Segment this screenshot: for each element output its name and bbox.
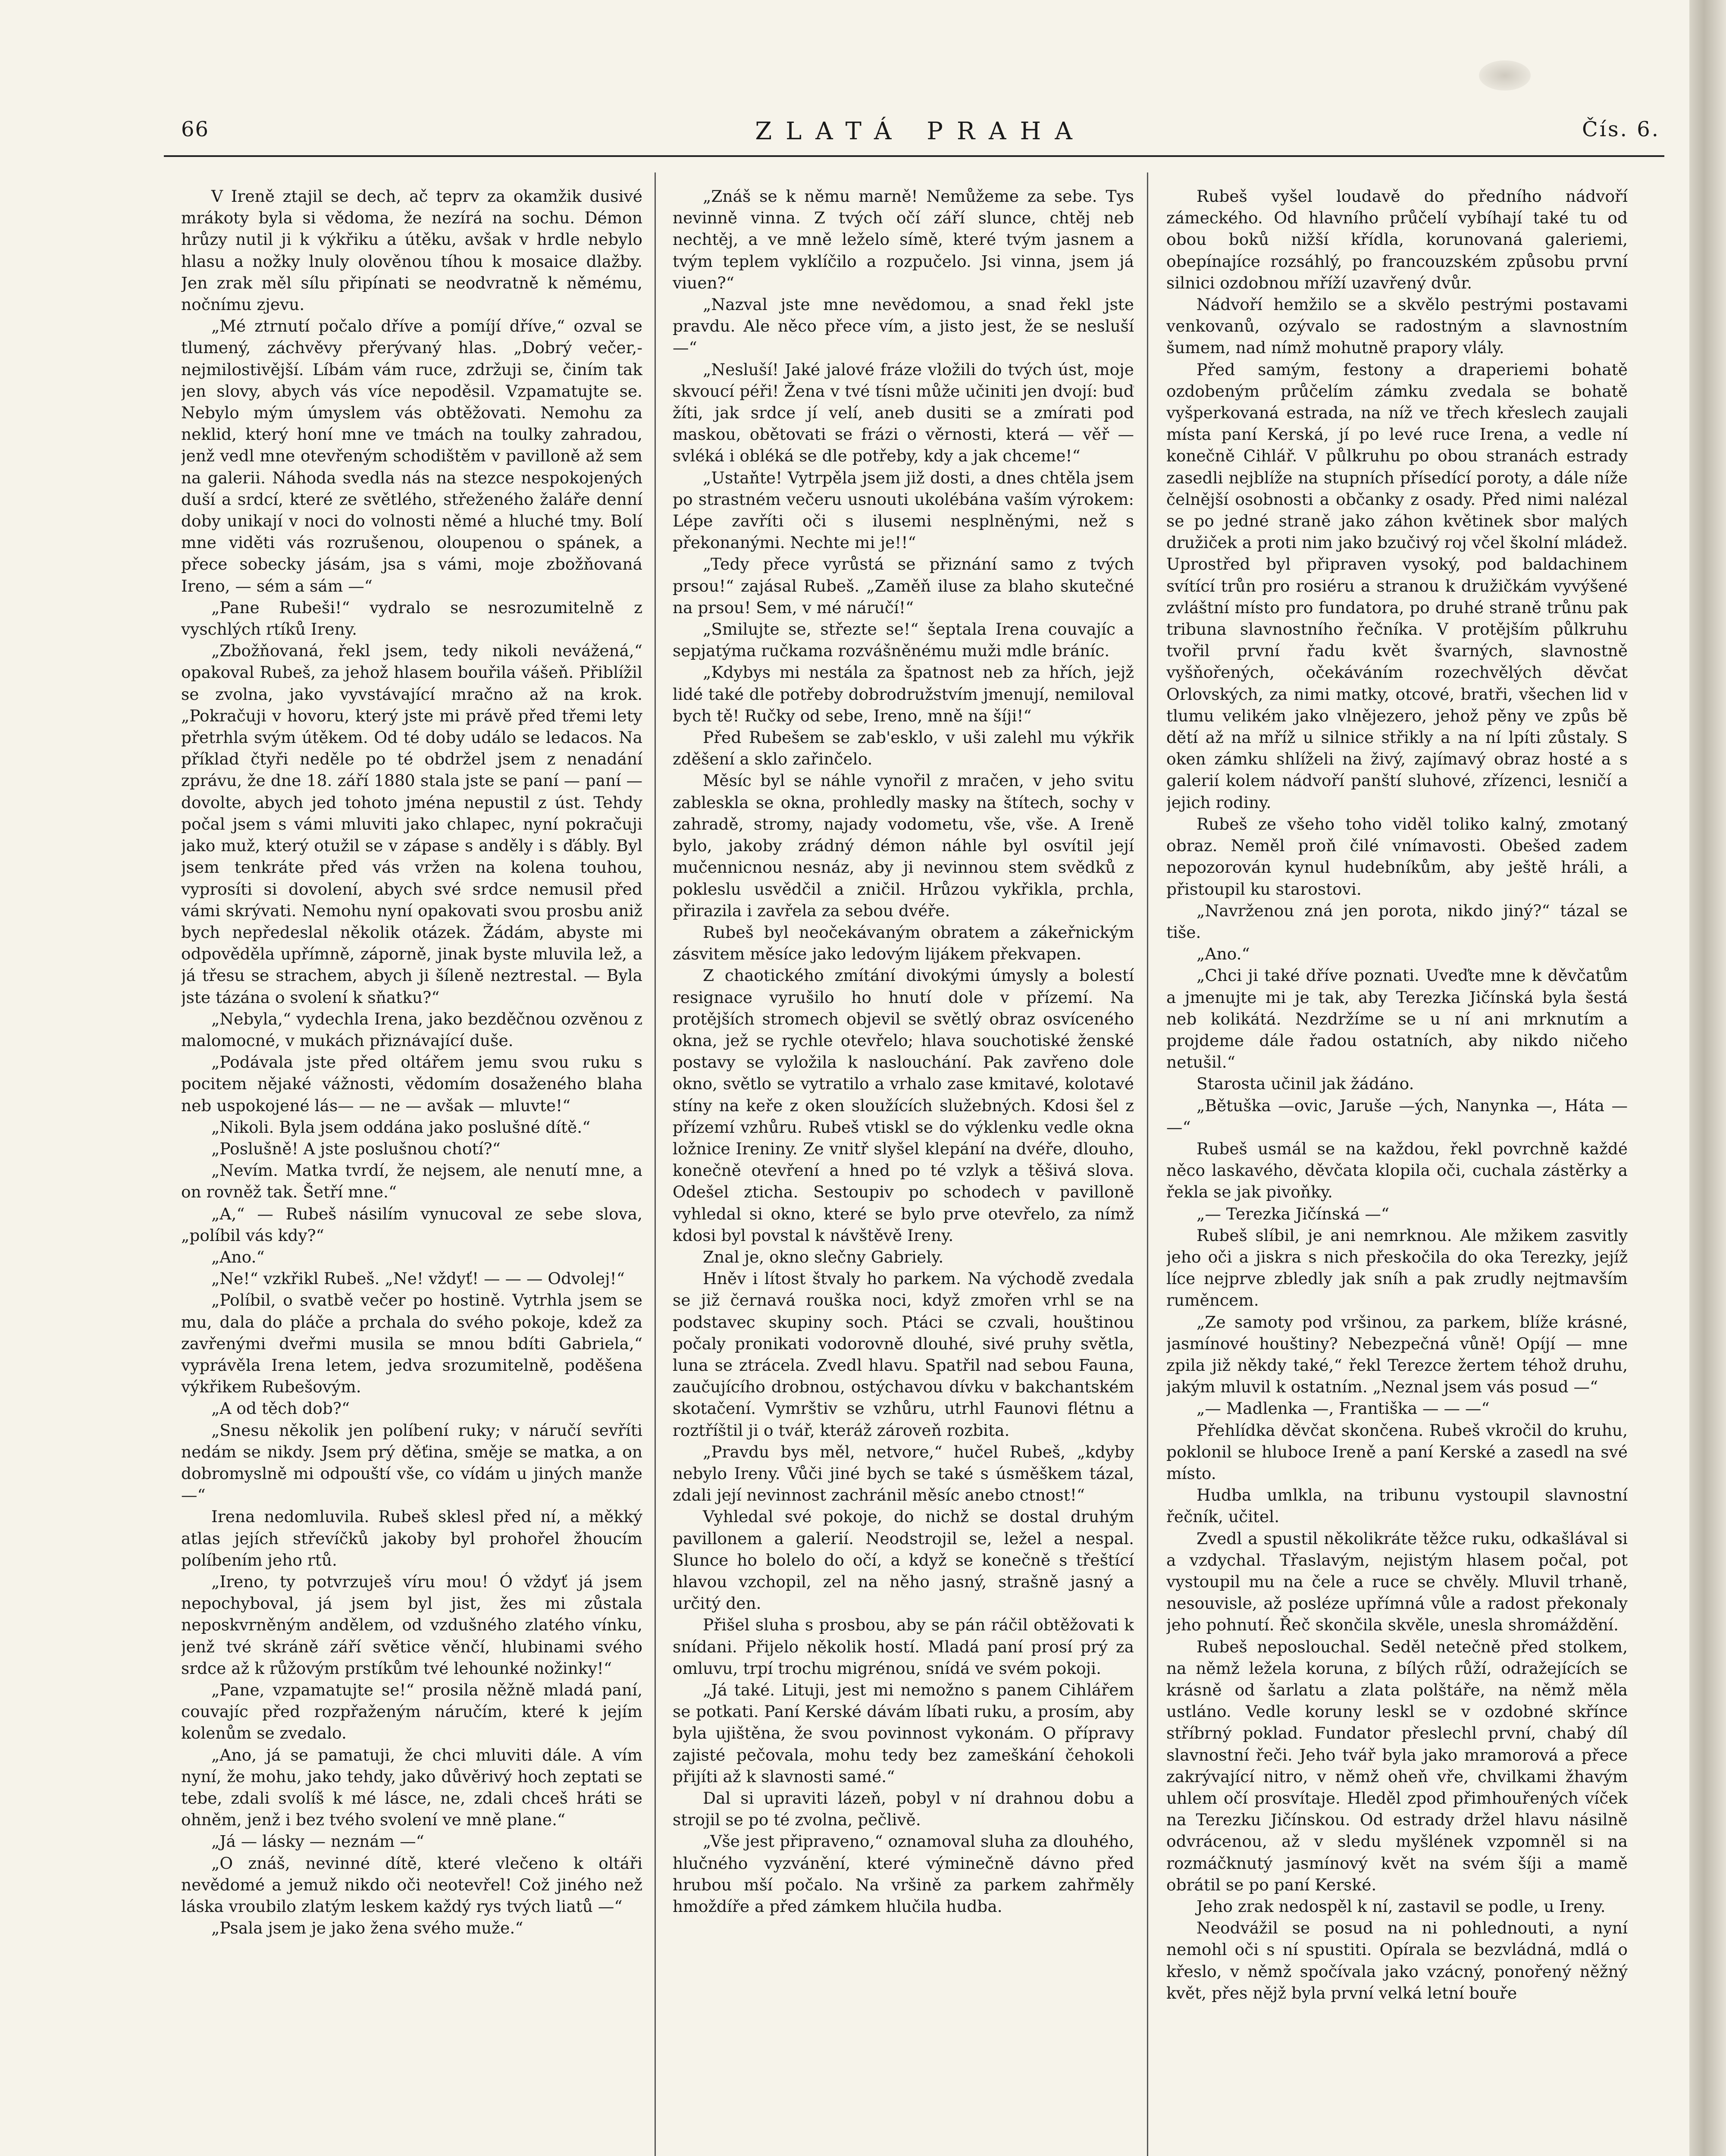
paragraph: „Nebyla,“ vydechla Irena, jako bezděčnou ozvěnou z malomocné, v mukách přiznávající duše. (181, 1009, 642, 1050)
paragraph: „Bětuška —ovic, Jaruše —ých, Nanynka —, Háta — —“ (1166, 1096, 1628, 1137)
page-binding-edge (1689, 0, 1726, 2156)
paragraph: Starosta učinil jak žádáno. (1197, 1074, 1414, 1094)
paragraph: „Nesluší! Jaké jalové fráze vložili do tvých úst, moje skvoucí péři! Žena v tvé tísni může učiniti jen dvojí: buď žíti, jak srdce jí velí, aneb dusiti se a zmírati pod maskou, obětovati se frázi o věrnosti, která — věř — svléká i obléká se dle potřeby, kdy a jak chceme!“ (673, 360, 1134, 466)
paragraph: „Vše jest připraveno,“ oznamoval sluha za dlouhého, hlučného vyzvánění, které výminečně dávno před hrubou mší počalo. Na vršině za parkem zahřměly hmoždíře a před zámkem hlučila hudba. (673, 1832, 1134, 1916)
paragraph: „Ano, já se pamatuji, že chci mluviti dále. A vím nyní, že mohu, jako tehdy, jako důvěrivý hoch zeptati se tebe, zdali svolíš k mé lásce, ne, zdali chceš hráti se ohněm, jenž i bez tvého svolení ve mně plane.“ (181, 1745, 642, 1830)
paragraph: „Nikoli. Byla jsem oddána jako poslušné dítě.“ (211, 1117, 591, 1137)
paragraph: „Nevím. Matka tvrdí, že nejsem, ale nenutí mne, a on rovněž tak. Šetří mne.“ (181, 1161, 642, 1202)
paragraph: V Ireně ztajil se dech, ač teprv za okamžik dusivé mrákoty byla si vědoma, že nezírá na sochu. Démon hrůzy nutil ji k výkřiku a útěku, avšak v hrdle nebylo hlasu a nožky lnuly olověnou tíhou k mosaice dlažby. Jen zrak měl sílu připínati se neodvratně k němému, nočnímu zjevu. (181, 187, 642, 314)
paragraph: „— Terezka Jičínská —“ (1197, 1204, 1390, 1223)
paragraph: „Nazval jste mne nevědomou, a snad řekl jste pravdu. Ale něco přece vím, a jisto jest, že se nesluší —“ (673, 295, 1134, 357)
paragraph: „Podávala jste před oltářem jemu svou ruku s pocitem nějaké vážnosti, vědomím dosaženého blaha neb uspokojené lás— — ne — avšak — mluvte!“ (181, 1053, 642, 1115)
paragraph: „Znáš se k němu marně! Nemůžeme za sebe. Tys nevinně vinna. Z tvých očí září slunce, chtěj neb nechtěj, a ve mně leželo símě, které tvým jasnem a tvým teplem vyklíčilo a rozpučelo. Jsi vinna, jsem já viuen?“ (673, 187, 1134, 292)
paragraph: Přišel sluha s prosbou, aby se pán ráčil obtěžovati k snídani. Přijelo několik hostí. Mladá paní prosí prý za omluvu, trpí trochu migrénou, snídá ve svém pokoji. (673, 1615, 1134, 1678)
paragraph: „Já také. Lituji, jest mi nemožno s panem Cihlářem se potkati. Paní Kerské dávám líbati ruku, a prosím, aby byla ujištěna, že svou povinnost vykonám. O přípravy zajisté pečovala, mohu tedy bez zameškání čehokoli přijíti až k slavnosti samé.“ (673, 1680, 1134, 1786)
paragraph: „Navrženou zná jen porota, nikdo jiný?“ tázal se tiše. (1166, 901, 1628, 942)
paragraph: „Ne!“ vzkřikl Rubeš. „Ne! vždyť! — — — Odvolej!“ (211, 1269, 625, 1288)
paragraph: „Chci ji také dříve poznati. Uveďte mne k děvčatům a jmenujte mi je tak, aby Terezka Jičínská byla šestá neb kolikátá. Nezdržíme se u ní ani mrknutím a projdeme dále řadou ostatních, aby nikdo ničeho netušil.“ (1166, 966, 1628, 1072)
paragraph: Hudba umlkla, na tribunu vystoupil slavnostní řečník, učitel. (1166, 1485, 1628, 1526)
paragraph: „Kdybys mi nestála za špatnost neb za hřích, jejž lidé také dle potřeby dobrodružstvím jmenují, nemiloval bych tě! Ručky od sebe, Ireno, mně na šíji!“ (673, 663, 1134, 725)
paragraph: Měsíc byl se náhle vynořil z mračen, v jeho svitu zableskla se okna, prohledly masky na štítech, sochy v zahradě, stromy, najady vodometu, vše, vše. A Ireně bylo, jakoby zrádný démon náhle byl osvítil její mučennicnou nesnáz, aby ji nevinnou stem svědků z pokleslu usvědčil a zničil. Hrůzou vykřikla, prchla, přirazila i zavřela za sebou dvéře. (673, 771, 1134, 920)
paragraph: Z chaotického zmítání divokými úmysly a bolestí resignace vyrušilo ho hnutí dole v přízemí. Na protějších stromech objevil se světlý obraz osvíceného okna, jež se rychle otevřelo; hlava souchotiské ženské postavy se vyložila k naslouchání. Pak zavřeno dole okno, světlo se vytratilo a vrhalo zase kmitavé, kolotavé stíny na keře z oken sloužících služebných. Kdosi šel z přízemí vzhůru. Rubeš vtiskl se do výklenku vedle okna ložnice Ireniny. Ze vnitř slyšel klepání na dvéře, dlouho, konečně otevření a hned po té vzlyk a těšivá slova. Odešel zticha. Sestoupiv po schodech v pavilloně vyhledal si okno, které se bylo prve otevřelo, za nímž kdosi byl povstal k návštěvě Ireny. (673, 966, 1134, 1245)
header-rule (164, 155, 1664, 157)
paragraph: Dal si upraviti lázeň, pobyl v ní drahnou dobu a strojil se po té zvolna, pečlivě. (673, 1789, 1134, 1830)
paragraph: „Já — lásky — neznám —“ (211, 1832, 424, 1851)
paragraph: „Pane, vzpamatujte se!“ prosila něžně mladá paní, couvajíc před rozpřaženým náručím, které k jejím kolenům se zvedalo. (181, 1680, 642, 1743)
paragraph: Nádvoří hemžilo se a skvělo pestrými postavami venkovanů, ozývalo se radostným a slavnostním šumem, nad nímž mohutně prapory vlály. (1166, 295, 1628, 357)
paragraph: „Pane Rubeši!“ vydralo se nesrozumitelně z vyschlých rtíků Ireny. (181, 598, 642, 639)
paragraph: „Smilujte se, střezte se!“ šeptala Irena couvajíc a sepjatýma ručkama rozvášněnému muži mdle bráníc. (673, 620, 1134, 661)
paragraph: „Ireno, ty potvrzuješ víru mou! Ó vždyť já jsem nepochyboval, já jsem byl jist, žes mi zůstala neposkvrněným andělem, od vzdušného zlatého vínku, jenž tvé skráně září světice věnčí, hlubinami svého srdce až k růžovým prstíkům tvé lehounké nožinky!“ (181, 1572, 642, 1678)
paragraph: „Pravdu bys měl, netvore,“ hučel Rubeš, „kdyby nebylo Ireny. Vůči jiné bych se také s úsměškem tázal, zdali její nevinnost zachránil měsíc anebo ctnost!“ (673, 1442, 1134, 1505)
paragraph: „O znáš, nevinné dítě, které vlečeno k oltáři nevědomé a jemuž nikdo oči neotevřel! Což jiného než láska vroubilo zlatým leskem každý rys tvých liatů —“ (181, 1853, 642, 1916)
issue-number: Čís. 6. (1582, 117, 1660, 141)
paragraph: „Poslušně! A jste poslušnou chotí?“ (211, 1139, 501, 1158)
column-divider-1 (655, 172, 656, 2156)
paragraph: „A od těch dob?“ (211, 1399, 350, 1418)
paragraph: „Tedy přece vyrůstá se přiznání samo z tvých prsou!“ zajásal Rubeš. „Zaměň iluse za blaho skutečné na prsou! Sem, v mé náručí!“ (673, 555, 1134, 617)
column-divider-2 (1147, 172, 1148, 2156)
page-number: 66 (181, 117, 210, 141)
paragraph: „Psala jsem je jako žena svého muže.“ (211, 1918, 523, 1938)
paragraph: „Ano.“ (211, 1247, 265, 1266)
paragraph: Irena nedomluvila. Rubeš sklesl před ní, a měkký atlas jejích střevíčků jakoby byl prohořel žhoucím políbením jeho rtů. (181, 1507, 642, 1570)
journal-title: ZLATÁ PRAHA (755, 117, 1086, 145)
paragraph: Rubeš neposlouchal. Seděl netečně před stolkem, na němž ležela koruna, z bílých růží, odražejících se krásně od šarlatu a zlata polštáře, na němž měla ustláno. Vedle koruny leskl se v ozdobné skřínce stříbrný poklad. Fundator přeslechl první, chabý díl slavnostní řeči. Jeho tvář byla jako mramorová a přece zakrývající nitro, v němž oheň vře, chvilkami žhavým uhlem očí prosvítaje. Hleděl zpod přimhouřených víček na Terezku Jičínskou. Od estrady držel hlavu násilně odvrácenou, až v sledu myšlének vzpomněl si na rozmáčknutý jasmínový květ na svém šíji a mamě obrátil se po paní Kerské. (1166, 1637, 1628, 1894)
paragraph: „Ano.“ (1197, 944, 1250, 964)
paragraph: Hněv i lítost štvaly ho parkem. Na východě zvedala se již černavá rouška noci, když zmořen vrhl se na podstavec skupiny soch. Ptáci se czvali, houštinou počaly pronikati vodorovně dlouhé, sivé pruhy světla, luna se ztrácela. Zvedl hlavu. Spatřil nad sebou Fauna, zaučujícího drobnou, ostýchavou dívku v bakchantském skotačení. Vymrštiv se vzhůru, utrhl Faunovi flétnu a roztříštil ji o tvář, kteráž zároveň rozbita. (673, 1269, 1134, 1440)
paragraph: Před samým, festony a draperiemi bohatě ozdobeným průčelím zámku zvedala se bohatě vyšperkovaná estrada, na níž ve třech křeslech zaujali místa paní Kerská, jí po levé ruce Irena, a vedle ní konečně Cihlář. V půlkruhu po obou stranách estrady zasedli nejblíže na stupních přísedící poroty, a dále níže čelnější osobnosti a občanky z osady. Před nimi nalézal se po jedné straně jako záhon květinek sbor malých družiček a proti nim jako bzučivý roj včel školní mládež. Uprostřed byl připraven vysoký, pod baldachinem svítící trůn pro rosiéru a stranou k družičkám vyvýšené zvláštní místo pro fundatora, po druhé straně trůnu pak tribuna slavnostního řečníka. V protějším půlkruhu tvořil první řadu květ švarných, slavnostně vyšňořených, očekáváním rozechvělých děvčat Orlovských, za nimi matky, otcové, bratři, všechen lid v tlumu velikém jako vlnějezero, jehož pěny ve způs bě dětí až na mříž u silnice střikly a na ní lpíti zůstaly. S oken zámku shlíželi na živý, zajímavý obraz hosté a s galerií kolem nádvoří panští sluhové, zřízenci, lesničí a jejich rodiny. (1166, 360, 1628, 812)
text-column-3 (1166, 185, 1628, 2156)
paragraph: „Snesu několik jen políbení ruky; v náručí sevříti nedám se nikdy. Jsem prý děťina, směje se matka, a on dobromyslně mi odpouští vše, co vídám u jiných manže —“ (181, 1420, 642, 1505)
paragraph: „Políbil, o svatbě večer po hostině. Vytrhla jsem se mu, dala do pláče a prchala do svého pokoje, kdež za zavřenými dveřmi musila se mnou bdíti Gabriela,“ vyprávěla Irena letem, jedva srozumitelně, poděšena výkřikem Rubešovým. (181, 1291, 642, 1397)
paragraph: Znal je, okno slečny Gabriely. (703, 1247, 944, 1266)
page-header (181, 117, 1660, 156)
paragraph: Před Rubešem se zab'esklo, v uši zalehl mu výkřik zděšení a sklo zařinčelo. (673, 728, 1134, 769)
paragraph: „— Madlenka —, Františka — — —“ (1197, 1399, 1490, 1418)
paragraph: „Ustaňte! Vytrpěla jsem již dosti, a dnes chtěla jsem po strastném večeru usnouti ukolébána vaším výrokem: Lépe zavříti oči s ilusemi nesplněnými, než s překonanými. Nechte mi je!!“ (673, 468, 1134, 552)
paragraph: Jeho zrak nedospěl k ní, zastavil se podle, u Ireny. (1197, 1897, 1606, 1916)
paragraph: „Ze samoty pod vršinou, za parkem, blíže krásné, jasmínové houštiny? Nebezpečná vůně! Opíjí — mne zpila již někdy také,“ řekl Terezce žertem téhož druhu, jakým mluvil k ostatním. „Neznal jsem vás posud —“ (1166, 1312, 1628, 1397)
paragraph: Přehlídka děvčat skončena. Rubeš vkročil do kruhu, poklonil se hluboce Ireně a paní Kerské a zasedl na své místo. (1166, 1420, 1628, 1483)
paragraph: Rubeš ze všeho toho viděl toliko kalný, zmotaný obraz. Neměl proň čilé vnímavosti. Obešed zadem nepozorován kynul hudebníkům, aby ještě hráli, a přistoupil ku starostovi. (1166, 814, 1628, 899)
paragraph: Vyhledal své pokoje, do nichž se dostal druhým pavillonem a galerií. Neodstrojil se, ležel a nespal. Slunce ho bolelo do očí, a když se konečně s třeštící hlavou vzchopil, zel na něho jasný, strašně jasný a určitý den. (673, 1507, 1134, 1613)
text-column-2 (673, 185, 1134, 2156)
paragraph: Rubeš slíbil, je ani nemrknou. Ale mžikem zasvitly jeho oči a jiskra s nich přeskočila do oka Terezky, jejíž líce nejprve zbledly jak sníh a pak zrudly nejtmavším ruměncem. (1166, 1225, 1628, 1310)
paragraph: „Zbožňovaná, řekl jsem, tedy nikoli nevážená,“ opakoval Rubeš, za jehož hlasem bouřila vášeň. Přiblížil se zvolna, jako vyvstávající mračno až na krok. „Pokračuji v hovoru, který jste mi právě před třemi lety přetrhla svým útěkem. Od té doby událo se ledacos. Na příklad čtyři neděle po té obdržel jsem z nenadání zprávu, že dne 18. září 1880 stala jste se paní — paní — dovolte, abych jed tohoto jména nepustil z úst. Tehdy počal jsem s vámi mluviti jako chlapec, nyní pokračuji jako muž, který otužil se v zápase s anděly i s ďábly. Byl jsem tenkráte před vás vržen na kolena touhou, vyprosíti si dovolení, abych své srdce nemusil před vámi skrývati. Nemohu nyní opakovati svou prosbu aniž bych nepředeslal několik otázek. Žádám, abyste mi odpověděla upřímně, záporně, jinak byste mluvila lež, a já třesu se strachem, abych ji šíleně neztrestal. — Byla jste tázána o svolení k sňatku?“ (181, 641, 642, 1007)
paragraph: Rubeš byl neočekávaným obratem a zákeřnickým zásvitem měsíce jako ledovým lijákem překvapen. (673, 922, 1134, 964)
paragraph: Neodvážil se posud na ni pohlednouti, a nyní nemohl oči s ní spustiti. Opírala se bezvládná, mdlá o křeslo, v němž spočívala jako vzácný, ponořený něžný květ, přes nějž byla první velká letní bouře (1166, 1918, 1628, 2002)
text-column-1 (181, 185, 642, 2156)
paragraph: „Mé ztrnutí počalo dříve a pomíjí dříve,“ ozval se tlumený, záchvěvy přerývaný hlas. „Dobrý večer,-nejmilostivější. Líbám vám ruce, zdržuji se, činím tak jen slovy, abych vás více nepoděsil. Vzpamatujte se. Nebylo mým úmyslem vás obtěžovati. Nemohu za neklid, který honí mne ve tmách na toulky zahradou, jenž vedl mne otevřeným schodištěm v pavilloně až sem na galerii. Náhoda svedla nás na stezce nespokojených duší a srdcí, které ze světlého, střeženého žaláře denní doby unikají v noci do volnosti němé a hluché tmy. Bolí mne viděti vás rozrušenou, oloupenou o spánek, a přece sobecky jásám, jsa s vámi, moje zbožňovaná Ireno, — sém a sám —“ (181, 317, 642, 595)
paragraph: „A,“ — Rubeš násilím vynucoval ze sebe slova, „políbil vás kdy?“ (181, 1204, 642, 1245)
paragraph: Rubeš vyšel loudavě do předního nádvoří zámeckého. Od hlavního průčelí vybíhají také tu od obou boků nižší křídla, korunovaná galeriemi, obepínajíce rozsáhlý, po francouzském způsobu první silnici ozdobnou mříží uzavřený dvůr. (1166, 187, 1628, 292)
paper-stain (1479, 60, 1531, 91)
paragraph: Zvedl a spustil několikráte těžce ruku, odkašlával si a vzdychal. Třaslavým, nejistým hlasem počal, pot vystoupil mu na čele a ruce se chvěly. Mluvil trhaně, nesouvisle, až posléze upřímná vůle a radost překonaly jeho pohnutí. Řeč skončila skvěle, unesla shromáždění. (1166, 1529, 1628, 1635)
paragraph: Rubeš usmál se na každou, řekl povrchně každé něco laskavého, děvčata klopila oči, cuchala zástěrky a řekla se jak pivoňky. (1166, 1139, 1628, 1202)
